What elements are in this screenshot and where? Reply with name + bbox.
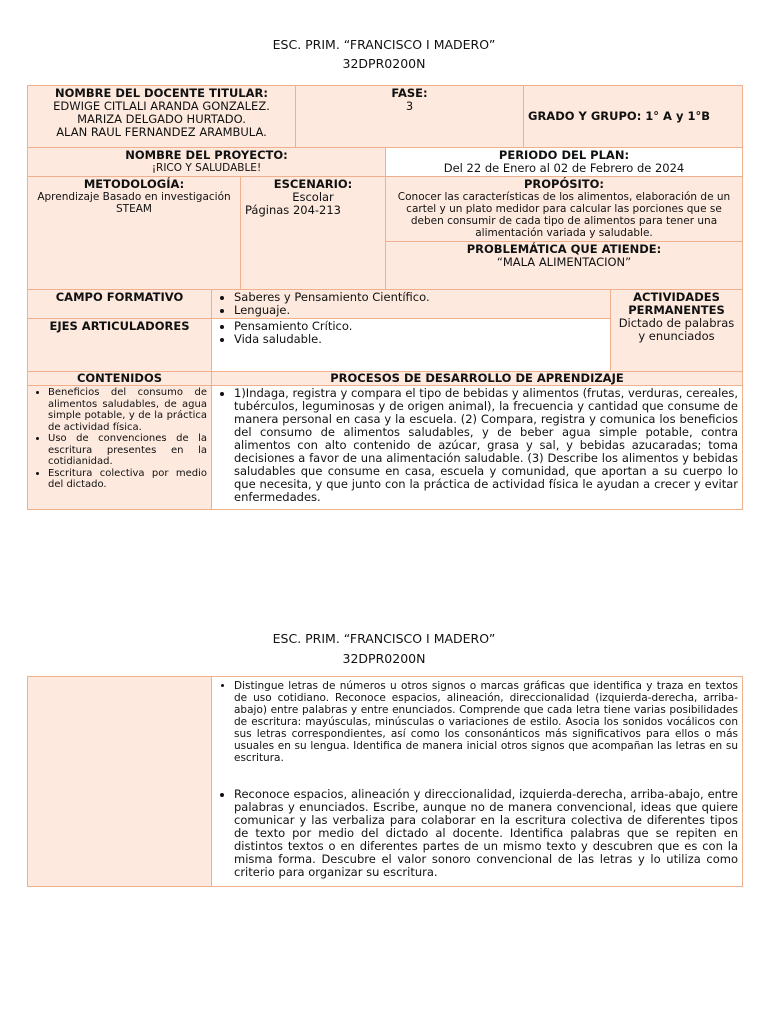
escenario-value: Escolar [292,190,334,204]
list-item: • Vida saludable. [234,333,606,346]
ejes-label: EJES ARTICULADORES [49,319,190,333]
school-name: ESC. PRIM. “FRANCISCO I MADERO” [272,631,496,646]
campo-label: CAMPO FORMATIVO [55,290,184,304]
campo-items-cell [212,290,611,319]
docente-name: ALAN RAUL FERNANDEZ ARAMBULA. [56,125,267,139]
procesos-list [216,387,738,504]
grado-cell [524,86,743,148]
page2-blank-cell [28,677,212,887]
campo-list [216,291,606,317]
list-item: • Reconoce espacios, alineación y direccionalidad, izquierda-derecha, arriba-abajo, entre palabras y enunciados. Escribe, aunque no de manera convencional, ideas que quiere comunicar y las verbaliza para colaborar en la escritura colectiva de diferentes tipos de texto por medio del dictado al docente. Identifica palabras que se repiten en distintos textos o en diferentes partes de un mismo texto y descubren que es con la misma forma. Descubre el valor sonoro convencional de las letras y lo utiliza como criterio para organizar su escritura. [234,788,738,879]
contenidos-list [32,387,207,491]
actividades-label: ACTIVIDADES PERMANENTES [628,290,725,317]
list-item: • 1)Indaga, registra y compara el tipo de bebidas y alimentos (frutas, verduras, cereales, tubérculos, leguminosas y de origen animal), la frecuencia y cantidad que consume de manera personal en casa y la escuela. (2) Compara, registra y comunica los beneficios del consumo de alimentos saludables, y de beber agua simple potable, contra alimentos con alto contenido de azúcar, grasa y sal, y bebidas azucaradas; toma decisiones a favor de una alimentación saludable. (3) Describe los alimentos y bebidas saludables que consume en casa, escuela y comunidad, que aportan a su cuerpo lo que necesita, y que junto con la práctica de actividad física le ayudan a crecer y evitar enfermedades. [234,387,738,504]
fase-cell [296,86,524,148]
metodologia-cell [28,177,241,292]
list-item: • Uso de convenciones de la escritura presentes en la cotidianidad. [48,433,207,468]
proposito-label: PROPÓSITO: [523,177,605,191]
docente-name: EDWIGE CITLALI ARANDA GONZALEZ. [53,99,270,113]
page2-table [27,676,743,887]
procesos-header [212,372,743,386]
school-name: ESC. PRIM. “FRANCISCO I MADERO” [272,37,496,52]
procesos-cell [212,386,743,510]
grado-label: GRADO Y GRUPO: 1° A y 1°B [528,109,710,123]
fase-label: FASE: [391,86,428,100]
ejes-list [216,320,606,346]
periodo-label: PERIODO DEL PLAN: [498,148,630,162]
docente-name: MARIZA DELGADO HURTADO. [77,112,246,126]
list-item: • Escritura colectiva por medio del dictado. [48,468,207,491]
actividades-cell [611,290,743,374]
contenidos-label: CONTENIDOS [76,371,163,385]
ejes-items-cell [212,319,611,374]
escenario-label: ESCENARIO: [273,177,353,191]
proposito-cell [386,177,743,242]
problematica-value: “MALA ALIMENTACION” [496,255,632,269]
ejes-cell [28,319,212,374]
campo-cell [28,290,212,319]
school-code: 32DPR0200N [342,56,426,71]
proposito-value: Conocer las características de los alimentos, elaboración de un cartel y un plato medidor para calcular las porciones que se deben consumir de cada tipo de alimentos para tener una alimentación variada y saludable. [397,191,731,239]
list-item: • Beneficios del consumo de alimentos saludables, de agua simple potable, y de la práctica de actividad física. [48,387,207,433]
list-item: • Distingue letras de números u otros signos o marcas gráficas que identifica y traza en textos de uso cotidiano. Reconoce espacios, alineación, direccionalidad (izquierda-derecha, arriba-abajo) entre palabras y entre enunciados. Comprende que cada letra tiene varias posibilidades de escritura: mayúsculas, minúsculas o variaciones de estilo. Asocia los sonidos vocálicos con sus letras correspondientes, así como los consonánticos más significativos para ellos o más usuales en su lengua. Identifica de manera inicial otros signos que acompañan las letras en su escritura. [234,680,738,764]
list-item: • Lenguaje. [234,304,606,317]
docente-cell [28,86,296,148]
campo-table [27,289,743,374]
proyecto-label: NOMBRE DEL PROYECTO: [125,148,288,162]
metodologia-label: METODOLOGÍA: [83,177,185,191]
problematica-label: PROBLEMÁTICA QUE ATIENDE: [466,242,662,256]
periodo-cell [386,148,743,177]
project-table [27,147,743,292]
procesos-label: PROCESOS DE DESARROLLO DE APRENDIZAJE [330,371,624,385]
docente-label: NOMBRE DEL DOCENTE TITULAR: [55,86,268,100]
contenidos-header [28,372,212,386]
periodo-value: Del 22 de Enero al 02 de Febrero de 2024 [443,161,685,175]
list-item: • Saberes y Pensamiento Científico. [234,291,606,304]
list-item: • Pensamiento Crítico. [234,320,606,333]
school-code: 32DPR0200N [342,651,426,666]
problematica-cell [386,242,743,292]
actividades-value: Dictado de palabras y enunciados [618,316,735,343]
page2-list [216,680,738,879]
page2-content-cell [212,677,743,887]
escenario-pages: Páginas 204-213 [245,203,341,217]
proyecto-cell [28,148,386,177]
header-table [27,85,743,148]
proyecto-value: ¡RICO Y SALUDABLE! [151,162,262,174]
fase-value: 3 [405,99,414,113]
metodologia-value: Aprendizaje Basado en investigación STEAM [37,191,231,215]
escenario-cell [241,177,386,292]
contenidos-cell [28,386,212,510]
contenidos-table [27,371,743,510]
